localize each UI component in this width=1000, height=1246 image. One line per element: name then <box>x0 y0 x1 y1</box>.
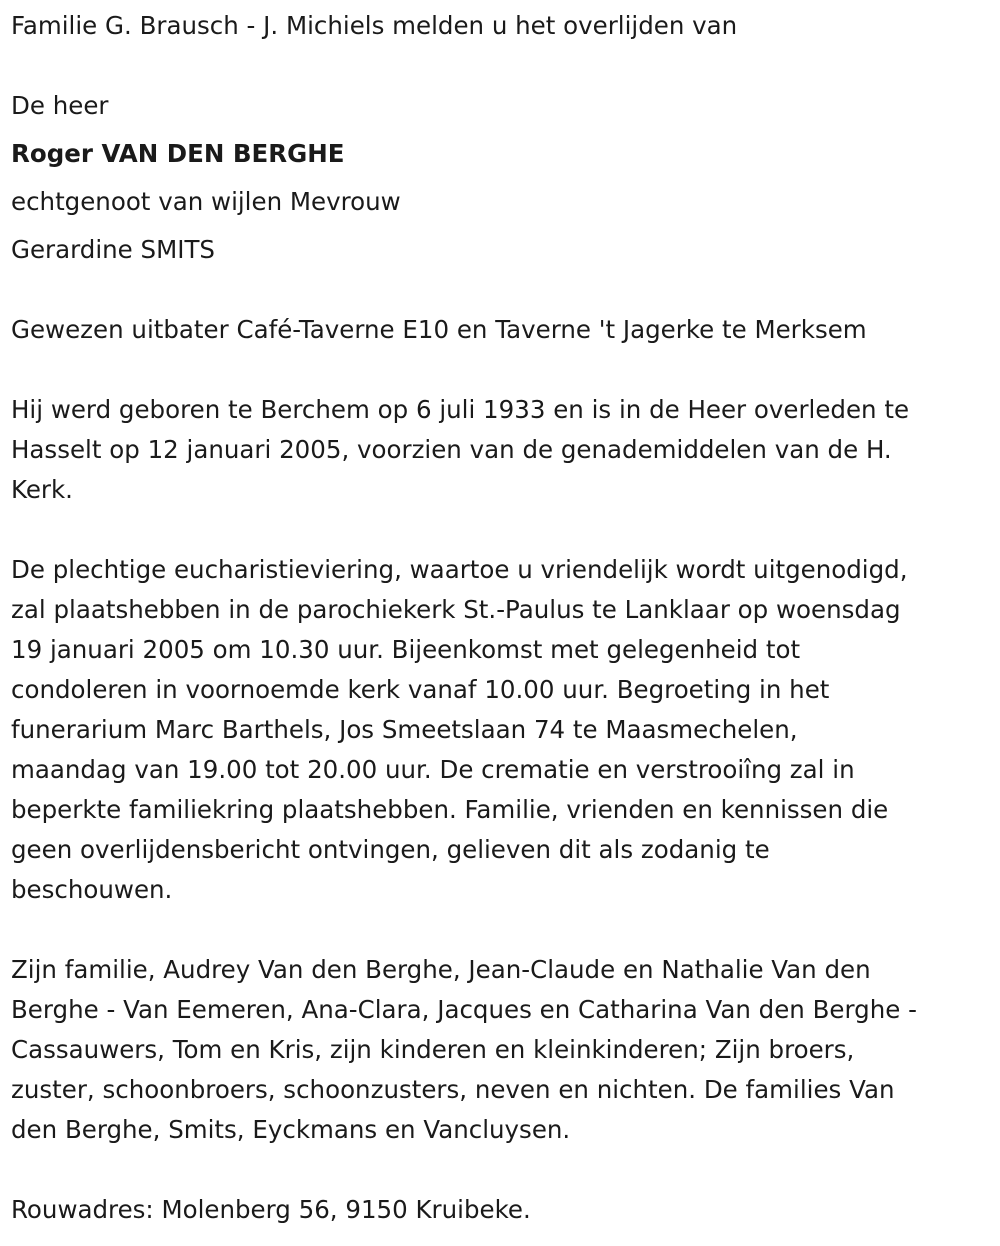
paragraph-line: funerarium Marc Barthels, Jos Smeetslaan 74 te Maasmechelen, <box>11 715 798 744</box>
paragraph-line: condoleren in voornoemde kerk vanaf 10.00 uur. Begroeting in het <box>11 675 830 704</box>
spouse-name: Gerardine SMITS <box>11 235 215 264</box>
spacer <box>11 350 996 390</box>
paragraph-line: beschouwen. <box>11 875 173 904</box>
obituary-notice <box>11 6 996 1230</box>
spacer <box>11 910 996 950</box>
spacer <box>11 1150 996 1190</box>
spacer <box>11 270 996 310</box>
paragraph-line: beperkte familiekring plaatshebben. Familie, vrienden en kennissen die <box>11 795 889 824</box>
paragraph-line: Cassauwers, Tom en Kris, zijn kinderen en kleinkinderen; Zijn broers, <box>11 1035 855 1064</box>
birth-death-paragraph <box>11 390 996 510</box>
ceremony-paragraph <box>11 550 996 910</box>
deceased-name: Roger VAN DEN BERGHE <box>11 139 345 168</box>
spacer <box>11 510 996 550</box>
paragraph-line: zal plaatshebben in de parochiekerk St.-Paulus te Lanklaar op woensdag <box>11 595 901 624</box>
paragraph-line: maandag van 19.00 tot 20.00 uur. De crematie en verstrooiîng zal in <box>11 755 855 784</box>
paragraph-line: Zijn familie, Audrey Van den Berghe, Jean-Claude en Nathalie Van den <box>11 955 871 984</box>
spacer <box>11 46 996 86</box>
paragraph-line: Kerk. <box>11 475 73 504</box>
spouse-line: echtgenoot van wijlen Mevrouw <box>11 187 401 216</box>
intro-text: Familie G. Brausch - J. Michiels melden u het overlijden van <box>11 11 738 40</box>
family-paragraph <box>11 950 996 1150</box>
paragraph-line: 19 januari 2005 om 10.30 uur. Bijeenkomst met gelegenheid tot <box>11 635 801 664</box>
salutation: De heer <box>11 91 109 120</box>
paragraph-line: Berghe - Van Eemeren, Ana-Clara, Jacques en Catharina Van den Berghe - <box>11 995 917 1024</box>
paragraph-line: den Berghe, Smits, Eyckmans en Vancluysen. <box>11 1115 571 1144</box>
paragraph-line: De plechtige eucharistieviering, waartoe u vriendelijk wordt uitgenodigd, <box>11 555 908 584</box>
mourning-address: Rouwadres: Molenberg 56, 9150 Kruibeke. <box>11 1195 531 1224</box>
paragraph-line: Hasselt op 12 januari 2005, voorzien van de genademiddelen van de H. <box>11 435 892 464</box>
occupation-text: Gewezen uitbater Café-Taverne E10 en Taverne 't Jagerke te Merksem <box>11 315 867 344</box>
paragraph-line: geen overlijdensbericht ontvingen, gelieven dit als zodanig te <box>11 835 770 864</box>
paragraph-line: Hij werd geboren te Berchem op 6 juli 1933 en is in de Heer overleden te <box>11 395 910 424</box>
paragraph-line: zuster, schoonbroers, schoonzusters, neven en nichten. De families Van <box>11 1075 895 1104</box>
